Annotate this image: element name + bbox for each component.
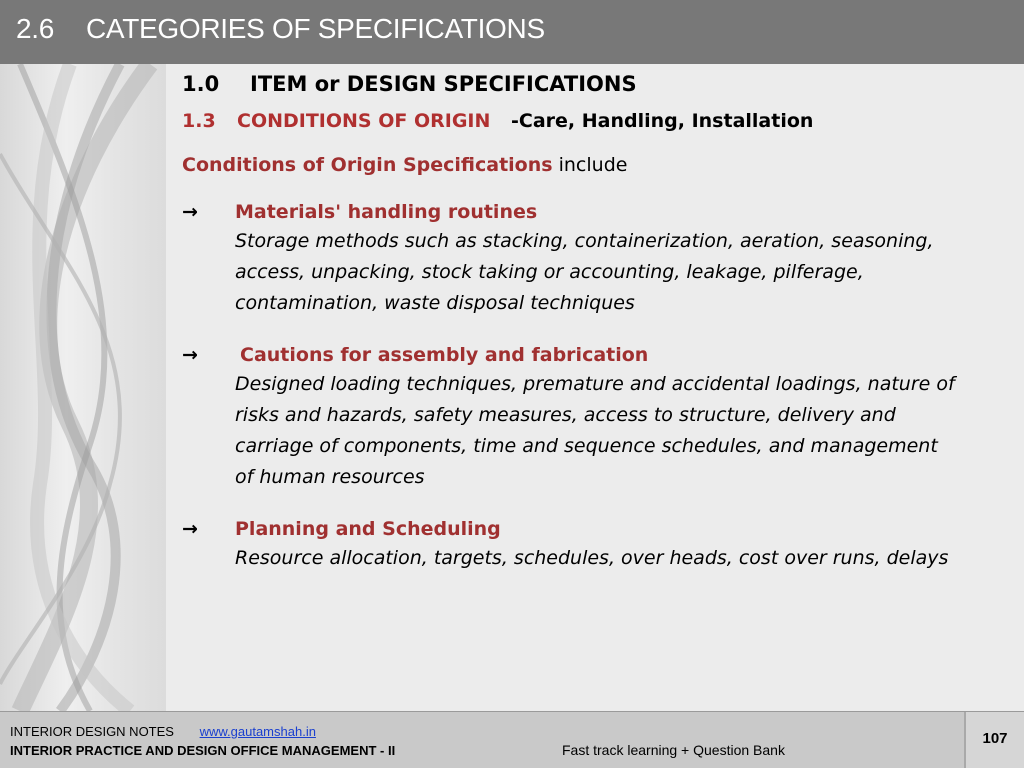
slide-content [182,70,982,574]
bullet-description: Resource allocation, targets, schedules, over heads, cost over runs, delays [235,547,949,569]
subsection-title: CONDITIONS OF ORIGIN [237,110,491,132]
bullet-description: Designed loading techniques, premature and accidental loadings, nature of risks and hazards, safety measures, access to structure, delivery and carriage of components, time and sequence schedules, and management of human resources [235,373,955,488]
section-heading [182,72,982,96]
website-link[interactable]: www.gautamshah.in [199,724,316,739]
slide-footer [0,711,1024,768]
intro-highlight: Conditions of Origin Specifications [182,154,553,176]
arrow-icon: → [182,201,198,223]
subsection-heading [182,110,982,132]
arrow-icon: → [182,344,198,366]
slide-title-bar [0,0,1024,64]
subsection-suffix: -Care, Handling, Installation [511,110,814,132]
intro-line [182,154,982,176]
bullet-item [182,198,982,319]
intro-rest: include [558,154,628,176]
swirl-decoration [0,64,166,711]
subsection-number: 1.3 [182,110,216,132]
bullet-item [182,515,982,574]
footer-left [10,722,395,760]
footer-notes-label: INTERIOR DESIGN NOTES [10,724,174,739]
slide-title: CATEGORIES OF SPECIFICATIONS [86,13,545,44]
section-number: 1.0 [182,72,220,96]
page-number: 107 [964,712,1024,768]
bullet-description: Storage methods such as stacking, containerization, aeration, seasoning, access, unpacking, stock taking or accounting, leakage, pilferage, contamination, waste disposal techniques [235,230,934,314]
bullet-heading: Materials' handling routines [235,201,538,223]
arrow-icon: → [182,518,198,540]
bullet-item [182,341,982,493]
bullet-heading: Planning and Scheduling [235,518,501,540]
slide-title-number: 2.6 [16,13,55,44]
footer-course: INTERIOR PRACTICE AND DESIGN OFFICE MANAGEMENT - II [10,743,396,758]
bullet-heading: Cautions for assembly and fabrication [240,344,649,366]
section-title: ITEM or DESIGN SPECIFICATIONS [250,72,637,96]
footer-tagline: Fast track learning + Question Bank [562,742,785,758]
decorative-side-art [0,64,166,711]
